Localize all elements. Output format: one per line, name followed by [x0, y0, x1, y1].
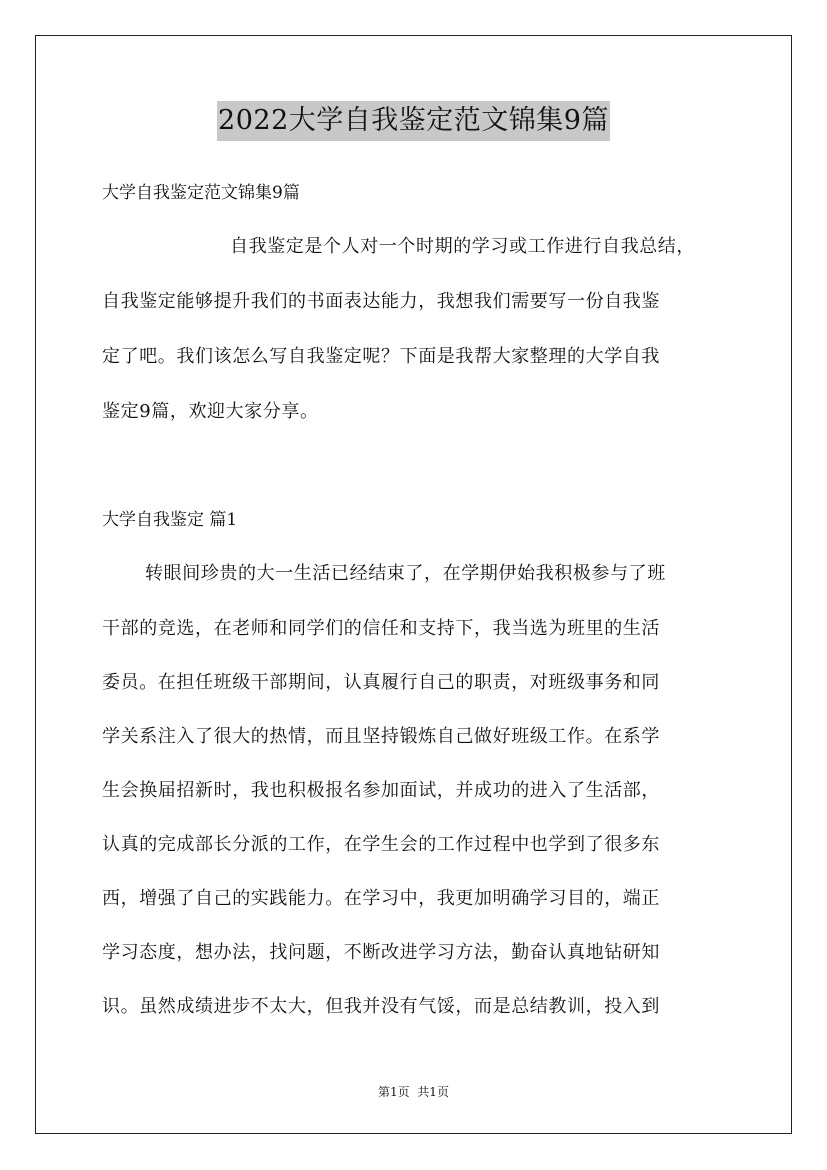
document-title: 2022大学自我鉴定范文锦集9篇 [217, 101, 610, 141]
intro-line: 自我鉴定能够提升我们的书面表达能力，我想我们需要写一份自我鉴 [102, 291, 660, 312]
title-container [0, 101, 827, 141]
body-line: 干部的竞选，在老师和同学们的信任和支持下，我当选为班里的生活 [102, 618, 660, 639]
body-line: 西，增强了自己的实践能力。在学习中，我更加明确学习目的，端正 [102, 888, 660, 909]
body-line: 转眼间珍贵的大一生活已经结束了，在学期伊始我积极参与了班 [145, 563, 666, 584]
body-line: 学习态度，想办法，找问题，不断改进学习方法，勤奋认真地钻研知 [102, 942, 660, 963]
body-line: 学关系注入了很大的热情，而且坚持锻炼自己做好班级工作。在系学 [102, 726, 660, 747]
intro-line: 定了吧。我们该怎么写自我鉴定呢？下面是我帮大家整理的大学自我 [102, 346, 660, 367]
intro-line: 自我鉴定是个人对一个时期的学习或工作进行自我总结， [230, 236, 695, 257]
section-heading: 大学自我鉴定 篇1 [102, 510, 238, 530]
body-line: 识。虽然成绩进步不太大，但我并没有气馁，而是总结教训，投入到 [102, 996, 660, 1017]
body-line: 生会换届招新时，我也积极报名参加面试，并成功的进入了生活部， [102, 780, 660, 801]
document-subtitle: 大学自我鉴定范文锦集9篇 [102, 183, 300, 203]
intro-line: 鉴定9篇，欢迎大家分享。 [102, 401, 319, 422]
page-footer: 第1页 共1页 [378, 1085, 449, 1099]
body-line: 委员。在担任班级干部期间，认真履行自己的职责，对班级事务和同 [102, 672, 660, 693]
body-line: 认真的完成部长分派的工作，在学生会的工作过程中也学到了很多东 [102, 834, 660, 855]
